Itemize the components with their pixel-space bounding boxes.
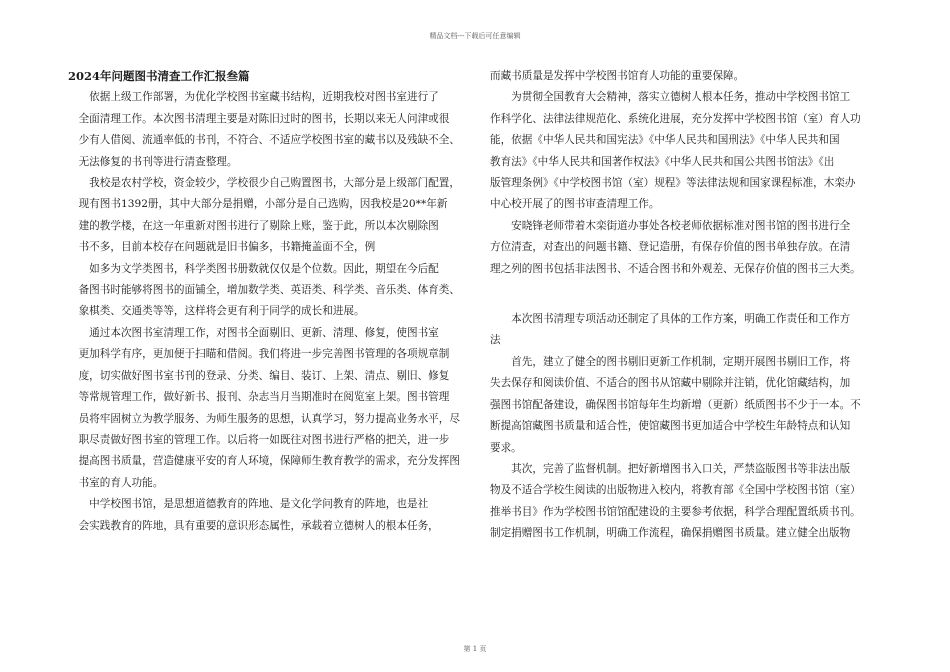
page-header: 精品文档---下载后可任意编辑 (429, 32, 521, 40)
text-line: 会实践教育的阵地，具有重要的意识形态属性，承载着立德树人的根本任务， (68, 519, 439, 532)
text-line: 其次，完善了监督机制。把好新增图书入口关，严禁盗版图书等非法出版 (490, 462, 851, 475)
text-line: 职尽责做好图书室的管理工作。以后将一如既往对图书进行严格的把关，进一步 (68, 433, 450, 446)
text-line: 教育法》《中华人民共和国著作权法》《中华人民共和国公共图书馆法》《出 (490, 155, 835, 168)
text-line: 能，依据《中华人民共和国宪法》《中华人民共和国刑法》《中华人民共和国 (490, 134, 840, 147)
text-line: 通过本次图书室清理工作，对图书全面剔旧、更新、清理、修复，使图书室 (68, 326, 439, 339)
text-line: 提高图书质量，营造健康平安的育人环境，保障师生教育教学的需求，充分发挥图 (68, 455, 460, 468)
text-line: 本次图书清理专项活动还制定了具体的工作方案，明确工作责任和工作方 (490, 313, 851, 326)
text-line: 等常规管理工作，做好新书、报刊、杂志当月当期准时在阅览室上架。图书管理 (68, 391, 450, 404)
text-line: 断提高馆藏图书质量和适合性，使馆藏图书更加适合中学校生年龄特点和认知 (490, 420, 851, 433)
text-line: 要求。 (490, 441, 522, 454)
right-body-bottom (490, 309, 888, 544)
text-line: 推举书目》作为学校图书馆馆配建设的主要参考依据，科学合理配置纸质书刊。 (490, 505, 861, 518)
text-line: 如多为文学类图书，科学类图书册数就仅仅是个位数。因此，期望在今后配 (68, 262, 439, 275)
text-line: 度，切实做好图书室书刊的登录、分类、编目、装订、上架、清点、剔旧、修复 (68, 369, 450, 382)
left-column (68, 66, 466, 537)
text-line: 更加科学有序，更加便于扫瞄和借阅。我们将进一步完善图书管理的各项规章制 (68, 348, 450, 361)
text-line: 依据上级工作部署，为优化学校图书室藏书结构，近期我校对图书室进行了 (68, 91, 439, 104)
text-line: 少有人借阅、流通率低的书刊，不符合、不适应学校图书室的藏书以及残缺不全、 (68, 134, 460, 147)
text-line: 中学校图书馆，是思想道德教育的阵地、是文化学问教育的阵地，也是社 (68, 498, 429, 511)
section-gap (490, 280, 888, 309)
text-line: 版管理条例》《中学校图书馆（室）规程》等法律法规和国家课程标准，木栾办 (490, 177, 856, 190)
document-title: 2024年问题图书清查工作汇报叁篇 (68, 69, 250, 83)
text-line: 作科学化、法律法律规范化、系统化进展，充分发挥中学校图书馆（室）育人功 (490, 112, 861, 125)
text-line: 象棋类、交通类等等，这样将会更有利于同学的成长和进展。 (68, 305, 365, 318)
text-line: 我校是农村学校，资金较少，学校很少自己购置图书，大部分是上级部门配置， (68, 177, 460, 190)
left-body (68, 87, 466, 537)
text-line: 而藏书质量是发挥中学校图书馆育人功能的重要保障。 (490, 70, 745, 82)
text-line: 备图书时能够将图书的面铺全，增加数学类、英语类、科学类、音乐类、体育类、 (68, 284, 460, 297)
text-line: 强图书馆配备建设，确保图书馆每年生均新增（更新）纸质图书不少于一本。不 (490, 398, 861, 411)
text-line: 失去保存和阅读价值、不适合的图书从馆藏中剔除并注销，优化馆藏结构，加 (490, 377, 851, 390)
text-line: 制定捐赠图书工作机制，明确工作流程，确保捐赠图书质量。建立健全出版物 (490, 527, 851, 540)
text-line: 无法修复的书刊等进行清查整理。 (68, 155, 238, 168)
text-line: 中心校开展了的图书审查清理工作。 (490, 198, 660, 211)
text-line: 现有图书1392册，其中大部分是捐赠，小部分是自己选购，因我校是20**年新 (68, 198, 448, 211)
text-line: 物及不适合学校生阅读的出版物进入校内，将教育部《全国中学校图书馆（室） (490, 484, 861, 497)
text-line: 方位清查，对查出的问题书籍、登记造册，有保存价值的图书单独存放。在清 (490, 241, 851, 254)
page-footer: 第 1 页 (463, 645, 487, 653)
right-column (490, 66, 888, 545)
right-body-top (490, 66, 888, 280)
text-line: 为贯彻全国教育大会精神，落实立德树人根本任务，推动中学校图书馆工 (490, 91, 851, 104)
text-line: 员将牢固树立为教学服务、为师生服务的思想，认真学习，努力提高业务水平，尽 (68, 412, 460, 425)
text-line: 法 (490, 334, 501, 347)
text-line: 建的教学楼，在这一年重新对图书进行了剔除上账，鉴于此，所以本次剔除图 (68, 219, 439, 232)
text-line: 安晓锋老师带着木栾街道办事处各校老师依据标准对图书馆的图书进行全 (490, 219, 851, 232)
text-line: 全面清理工作。本次图书清理主要是对陈旧过时的图书，长期以来无人问津或很 (68, 112, 450, 125)
text-line: 书不多，目前本校存在问题就是旧书偏多，书籍掩盖面不全，例 (68, 241, 376, 254)
text-line: 理之列的图书包括非法图书、不适合图书和外观差、无保存价值的图书三大类。 (490, 262, 861, 275)
text-line: 首先，建立了健全的图书剔旧更新工作机制，定期开展图书剔旧工作，将 (490, 355, 851, 368)
text-line: 书室的育人功能。 (68, 476, 164, 489)
